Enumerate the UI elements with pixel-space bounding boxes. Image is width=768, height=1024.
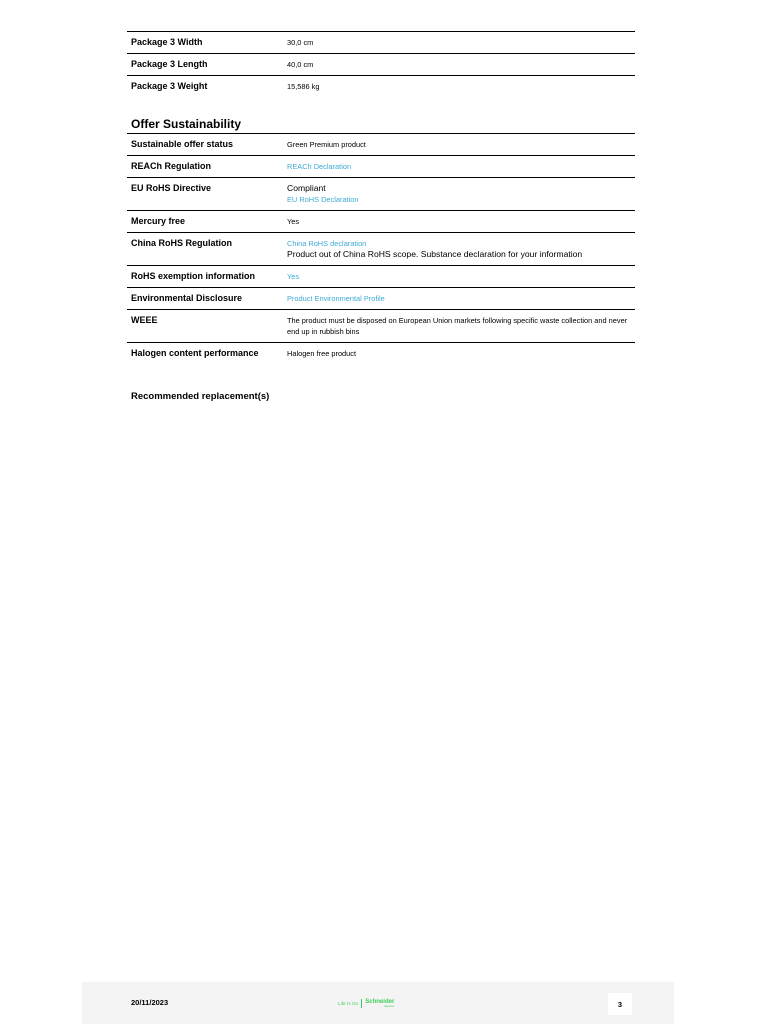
page-footer (82, 982, 674, 1024)
table-row (127, 342, 635, 364)
row-label: Sustainable offer status (131, 139, 234, 149)
row-label: REACh Regulation (131, 161, 211, 171)
row-value: Product out of China RoHS scope. Substance declaration for your information (287, 249, 583, 259)
row-label: Mercury free (131, 216, 186, 226)
row-value: Yes (287, 217, 300, 226)
logo-tagline: Life Is On (338, 1001, 359, 1006)
row-value: 40,0 cm (287, 60, 314, 69)
environmental-profile-link[interactable]: Product Environmental Profile (287, 294, 385, 303)
schneider-electric-logo (338, 999, 394, 1008)
table-row (127, 287, 635, 309)
logo-brand: Schneider (365, 999, 395, 1005)
reach-declaration-link[interactable]: REACh Declaration (287, 162, 352, 171)
eu-rohs-declaration-link[interactable]: EU RoHS Declaration (287, 195, 359, 204)
row-label: Environmental Disclosure (131, 293, 243, 303)
row-label: Package 3 Length (131, 59, 208, 69)
row-label: China RoHS Regulation (131, 238, 232, 248)
row-label: Package 3 Weight (131, 81, 208, 91)
table-row (127, 133, 635, 155)
row-label: Package 3 Width (131, 37, 203, 47)
row-label: WEEE (131, 315, 158, 325)
row-value: The product must be disposed on European Union markets following specific waste collection and never end up in rubbish bins (287, 316, 628, 336)
section-title: Offer Sustainability (131, 117, 242, 131)
row-value: Compliant (287, 183, 326, 193)
row-label: Halogen content performance (131, 348, 259, 358)
package-table (127, 31, 635, 97)
row-value: 30,0 cm (287, 38, 314, 47)
table-row (127, 177, 635, 210)
table-row (127, 75, 635, 97)
rohs-exemption-link[interactable]: Yes (287, 272, 300, 281)
logo-divider (361, 999, 362, 1008)
row-value: Halogen free product (287, 349, 357, 358)
china-rohs-declaration-link[interactable]: China RoHS declaration (287, 239, 367, 248)
table-row (127, 210, 635, 232)
row-label: EU RoHS Directive (131, 183, 212, 193)
logo-brand-sub: Electric (384, 1004, 395, 1008)
footer-date: 20/11/2023 (131, 998, 169, 1007)
recommended-replacement-title: Recommended replacement(s) (131, 391, 270, 402)
table-row (127, 31, 635, 53)
table-row (127, 232, 635, 265)
row-label: RoHS exemption information (131, 271, 256, 281)
row-value: Green Premium product (287, 140, 366, 149)
table-row (127, 309, 635, 342)
page-number: 3 (608, 993, 632, 1015)
row-value: 15,586 kg (287, 82, 320, 91)
table-row (127, 155, 635, 177)
table-row (127, 53, 635, 75)
table-row (127, 265, 635, 287)
sustainability-table (127, 133, 635, 364)
